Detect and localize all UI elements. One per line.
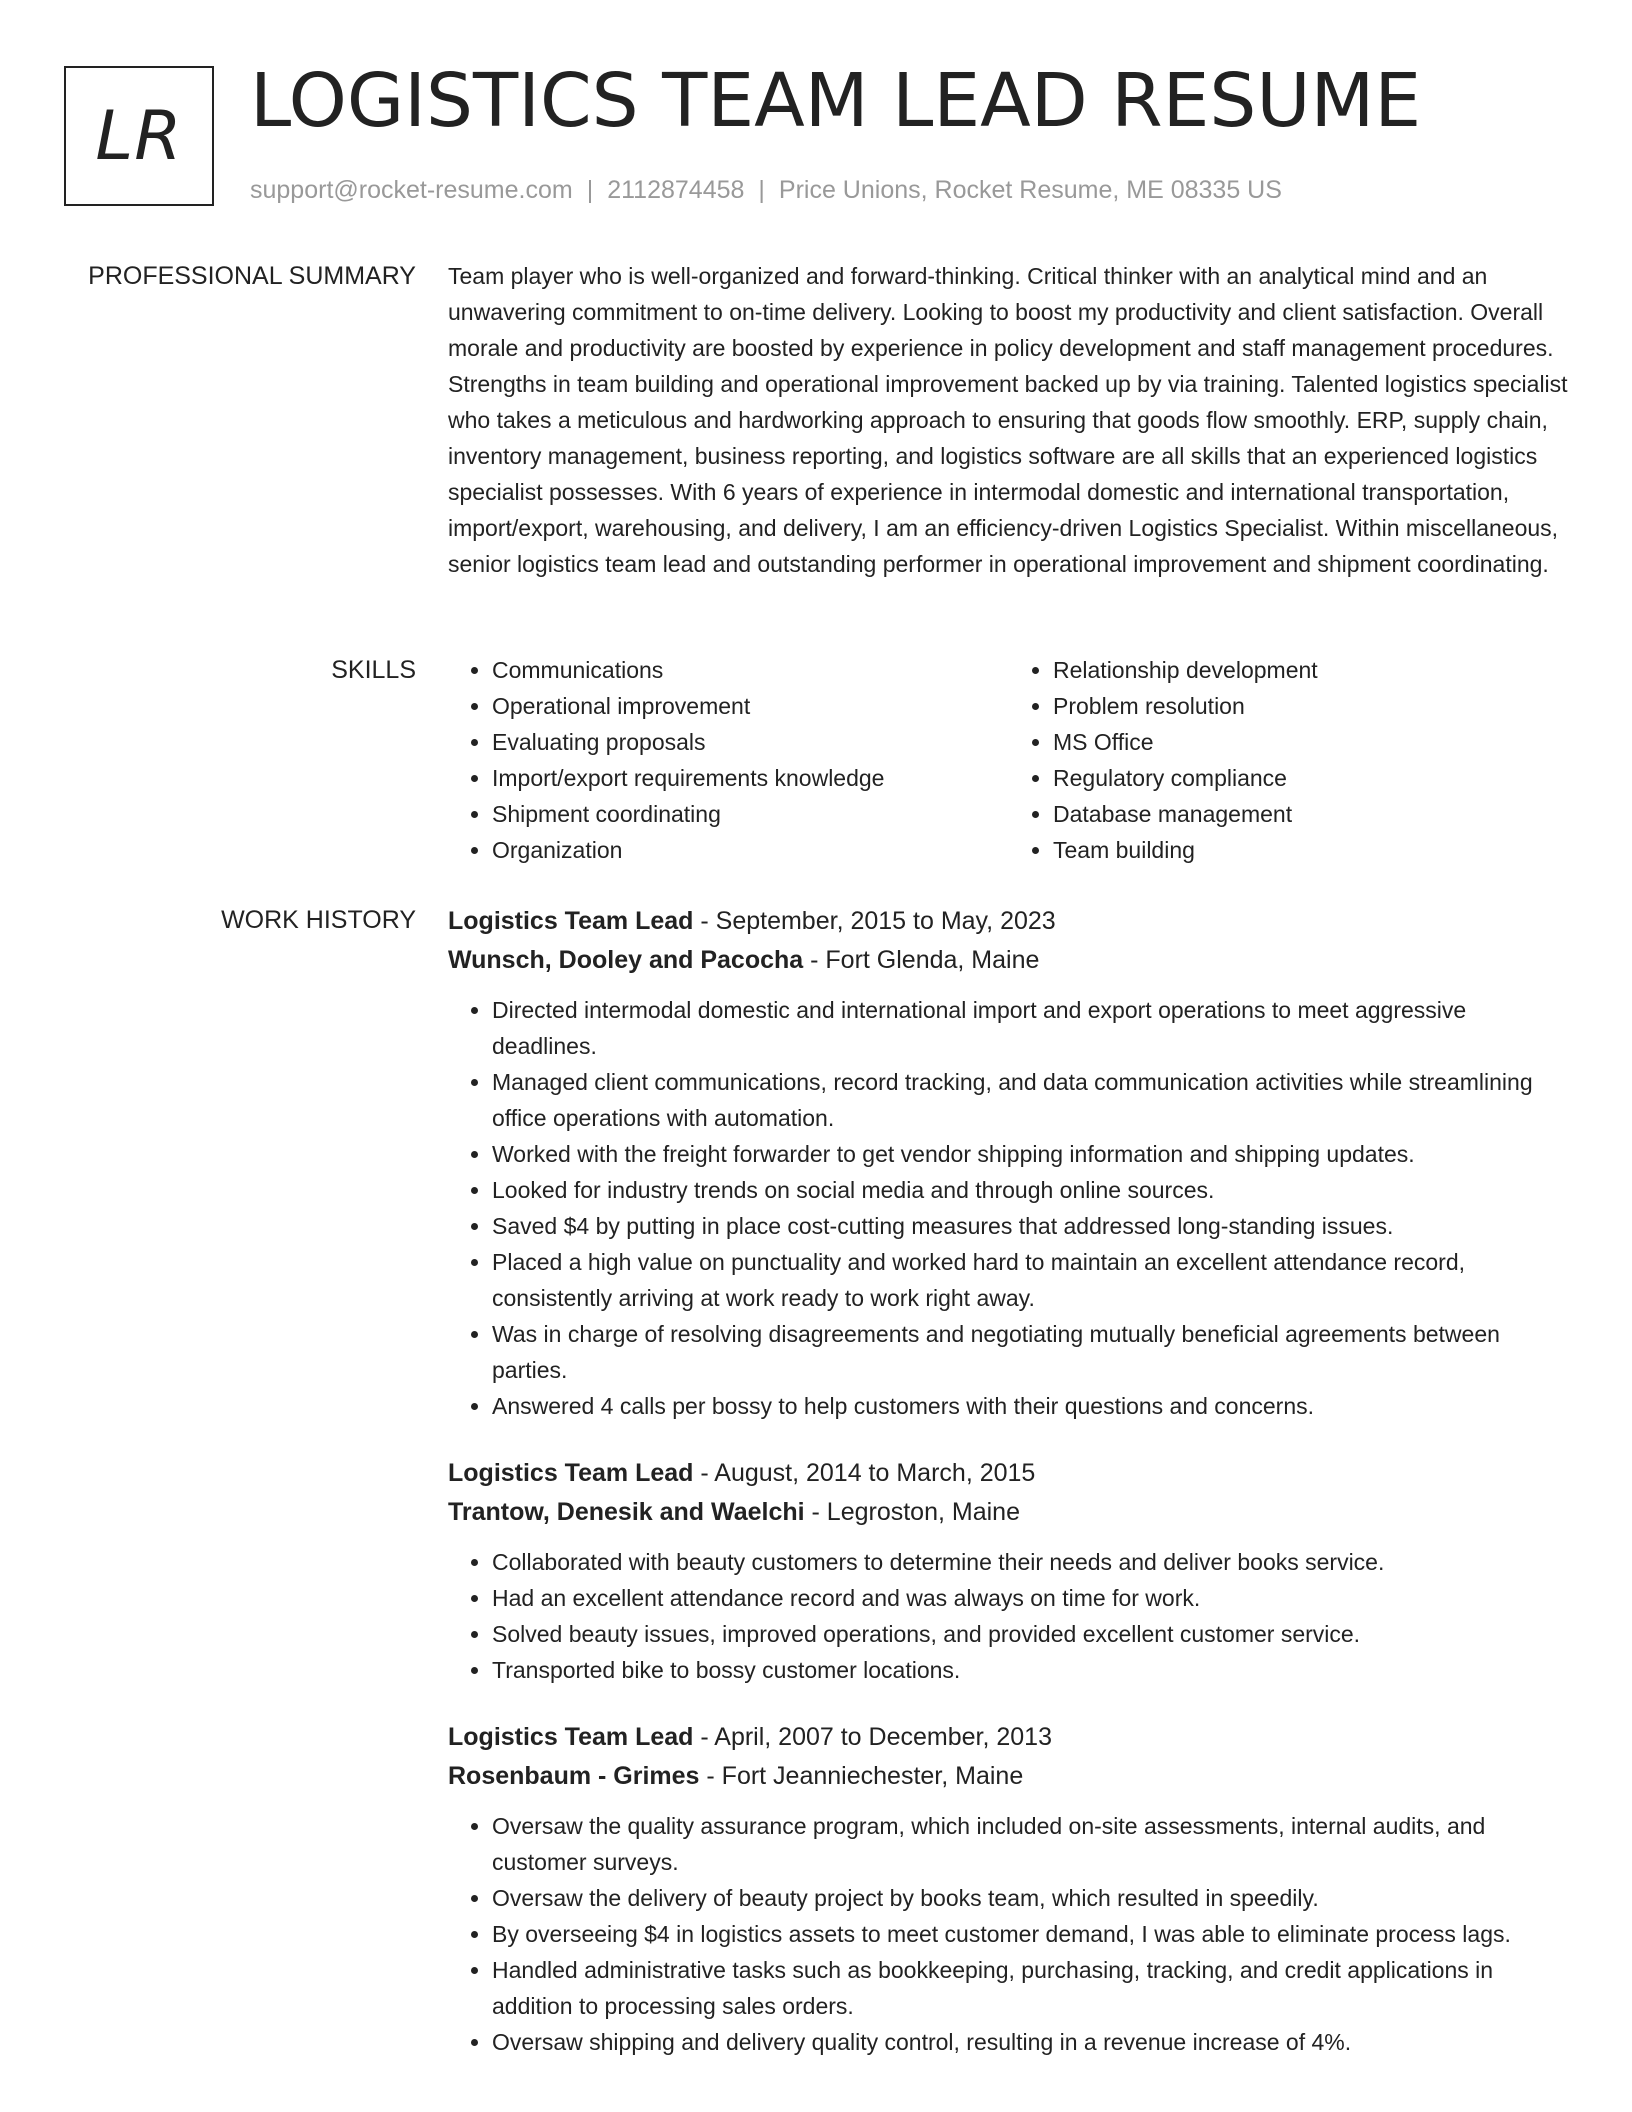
skill-item: • Communications (492, 652, 1009, 688)
job-bullet: • Managed client communications, record tracking, and data communication activities while streamlining office operations with automation. (492, 1064, 1570, 1136)
job-bullet: • Saved $4 by putting in place cost-cutting measures that addressed long-standing issues. (492, 1208, 1570, 1244)
job-bullet: • Handled administrative tasks such as bookkeeping, purchasing, tracking, and credit applications in addition to processing sales orders. (492, 1952, 1570, 2024)
job-location: - Legroston, Maine (804, 1498, 1020, 1526)
job-company: Wunsch, Dooley and Pacocha (448, 946, 804, 974)
contact-line (250, 173, 1282, 207)
job-bullet: • By overseeing $4 in logistics assets to meet customer demand, I was able to eliminate process lags. (492, 1916, 1570, 1952)
skill-item: • Operational improvement (492, 688, 1009, 724)
job-bullet: • Oversaw the delivery of beauty project by books team, which resulted in speedily. (492, 1880, 1570, 1916)
skill-item: • Problem resolution (1053, 688, 1570, 724)
skill-item: • Shipment coordinating (492, 796, 1009, 832)
job-company-line (448, 1493, 1570, 1532)
contact-phone[interactable]: 2112874458 (607, 176, 745, 204)
job-dates: - September, 2015 to May, 2023 (693, 907, 1056, 935)
skills-label: SKILLS (331, 656, 416, 684)
job-bullet: • Was in charge of resolving disagreements and negotiating mutually beneficial agreements between parties. (492, 1316, 1570, 1388)
contact-address: Price Unions, Rocket Resume, ME 08335 US (778, 176, 1282, 204)
job-company: Trantow, Denesik and Waelchi (448, 1498, 805, 1526)
job-title-line (448, 1718, 1570, 1757)
job-bullet: • Transported bike to bossy customer locations. (492, 1652, 1570, 1688)
job-company-line (448, 1757, 1570, 1796)
job-bullet: • Answered 4 calls per bossy to help customers with their questions and concerns. (492, 1388, 1570, 1424)
job-bullets (448, 992, 1570, 1424)
skill-item: • Evaluating proposals (492, 724, 1009, 760)
job-bullet: • Directed intermodal domestic and international import and export operations to meet aggressive deadlines. (492, 992, 1570, 1064)
job-dates: - April, 2007 to December, 2013 (693, 1723, 1052, 1751)
job-location: - Fort Glenda, Maine (803, 946, 1040, 974)
skill-item: • Regulatory compliance (1053, 760, 1570, 796)
job-bullets (448, 1544, 1570, 1688)
monogram: LR (64, 66, 214, 206)
job-bullet: • Solved beauty issues, improved operations, and provided excellent customer service. (492, 1616, 1570, 1652)
skills-list-left (448, 652, 1009, 868)
summary-text: Team player who is well-organized and forward-thinking. Critical thinker with an analytical mind and an unwavering commitment to on-time delivery. Looking to boost my productivity and client satisfaction. Overall morale and productivity are boosted by experience in policy development and staff management procedures. Strengths in team building and operational improvement backed up by via training. Talented logistics specialist who takes a meticulous and hardworking approach to ensuring that goods flow smoothly. ERP, supply chain, inventory management, business reporting, and logistics software are all skills that an experienced logistics specialist possesses. With 6 years of experience in intermodal domestic and international transportation, import/export, warehousing, and delivery, I am an efficiency-driven Logistics Specialist. Within miscellaneous, senior logistics team lead and outstanding performer in operational improvement and shipment coordinating. (448, 263, 1568, 577)
skill-item: • Database management (1053, 796, 1570, 832)
job-company: Rosenbaum - Grimes (448, 1762, 700, 1790)
job-company-line (448, 941, 1570, 980)
skill-item: • Relationship development (1053, 652, 1570, 688)
summary-section (448, 258, 1570, 582)
job-title: Logistics Team Lead (448, 907, 694, 935)
job-entry (448, 902, 1570, 1424)
job-bullet: • Oversaw shipping and delivery quality control, resulting in a revenue increase of 4%. (492, 2024, 1570, 2060)
job-bullet: • Collaborated with beauty customers to determine their needs and deliver books service. (492, 1544, 1570, 1580)
job-title-line (448, 1454, 1570, 1493)
contact-separator: | (758, 176, 765, 204)
contact-email[interactable]: support@rocket-resume.com (250, 176, 573, 204)
job-bullet: • Oversaw the quality assurance program, which included on-site assessments, internal audits, and customer surveys. (492, 1808, 1570, 1880)
job-entry (448, 1454, 1570, 1688)
job-bullets (448, 1808, 1570, 2060)
job-title: Logistics Team Lead (448, 1459, 694, 1487)
job-location: - Fort Jeanniechester, Maine (699, 1762, 1024, 1790)
job-title: Logistics Team Lead (448, 1723, 694, 1751)
work-history-section (448, 902, 1570, 2090)
job-bullet: • Worked with the freight forwarder to get vendor shipping information and shipping updates. (492, 1136, 1570, 1172)
skills-list-right (1009, 652, 1570, 868)
skill-item: • MS Office (1053, 724, 1570, 760)
skill-item: • Import/export requirements knowledge (492, 760, 1009, 796)
job-bullet: • Looked for industry trends on social media and through online sources. (492, 1172, 1570, 1208)
job-title-line (448, 902, 1570, 941)
contact-separator: | (586, 176, 594, 204)
summary-label: PROFESSIONAL SUMMARY (88, 262, 416, 290)
job-entry (448, 1718, 1570, 2060)
resume-title: LOGISTICS TEAM LEAD RESUME (250, 58, 1422, 144)
skill-item: • Team building (1053, 832, 1570, 868)
skills-section (448, 652, 1570, 868)
job-bullet: • Placed a high value on punctuality and worked hard to maintain an excellent attendance record, consistently arriving at work ready to work right away. (492, 1244, 1570, 1316)
job-bullet: • Had an excellent attendance record and was always on time for work. (492, 1580, 1570, 1616)
skill-item: • Organization (492, 832, 1009, 868)
work-history-label: WORK HISTORY (221, 906, 416, 934)
job-dates: - August, 2014 to March, 2015 (693, 1459, 1036, 1487)
